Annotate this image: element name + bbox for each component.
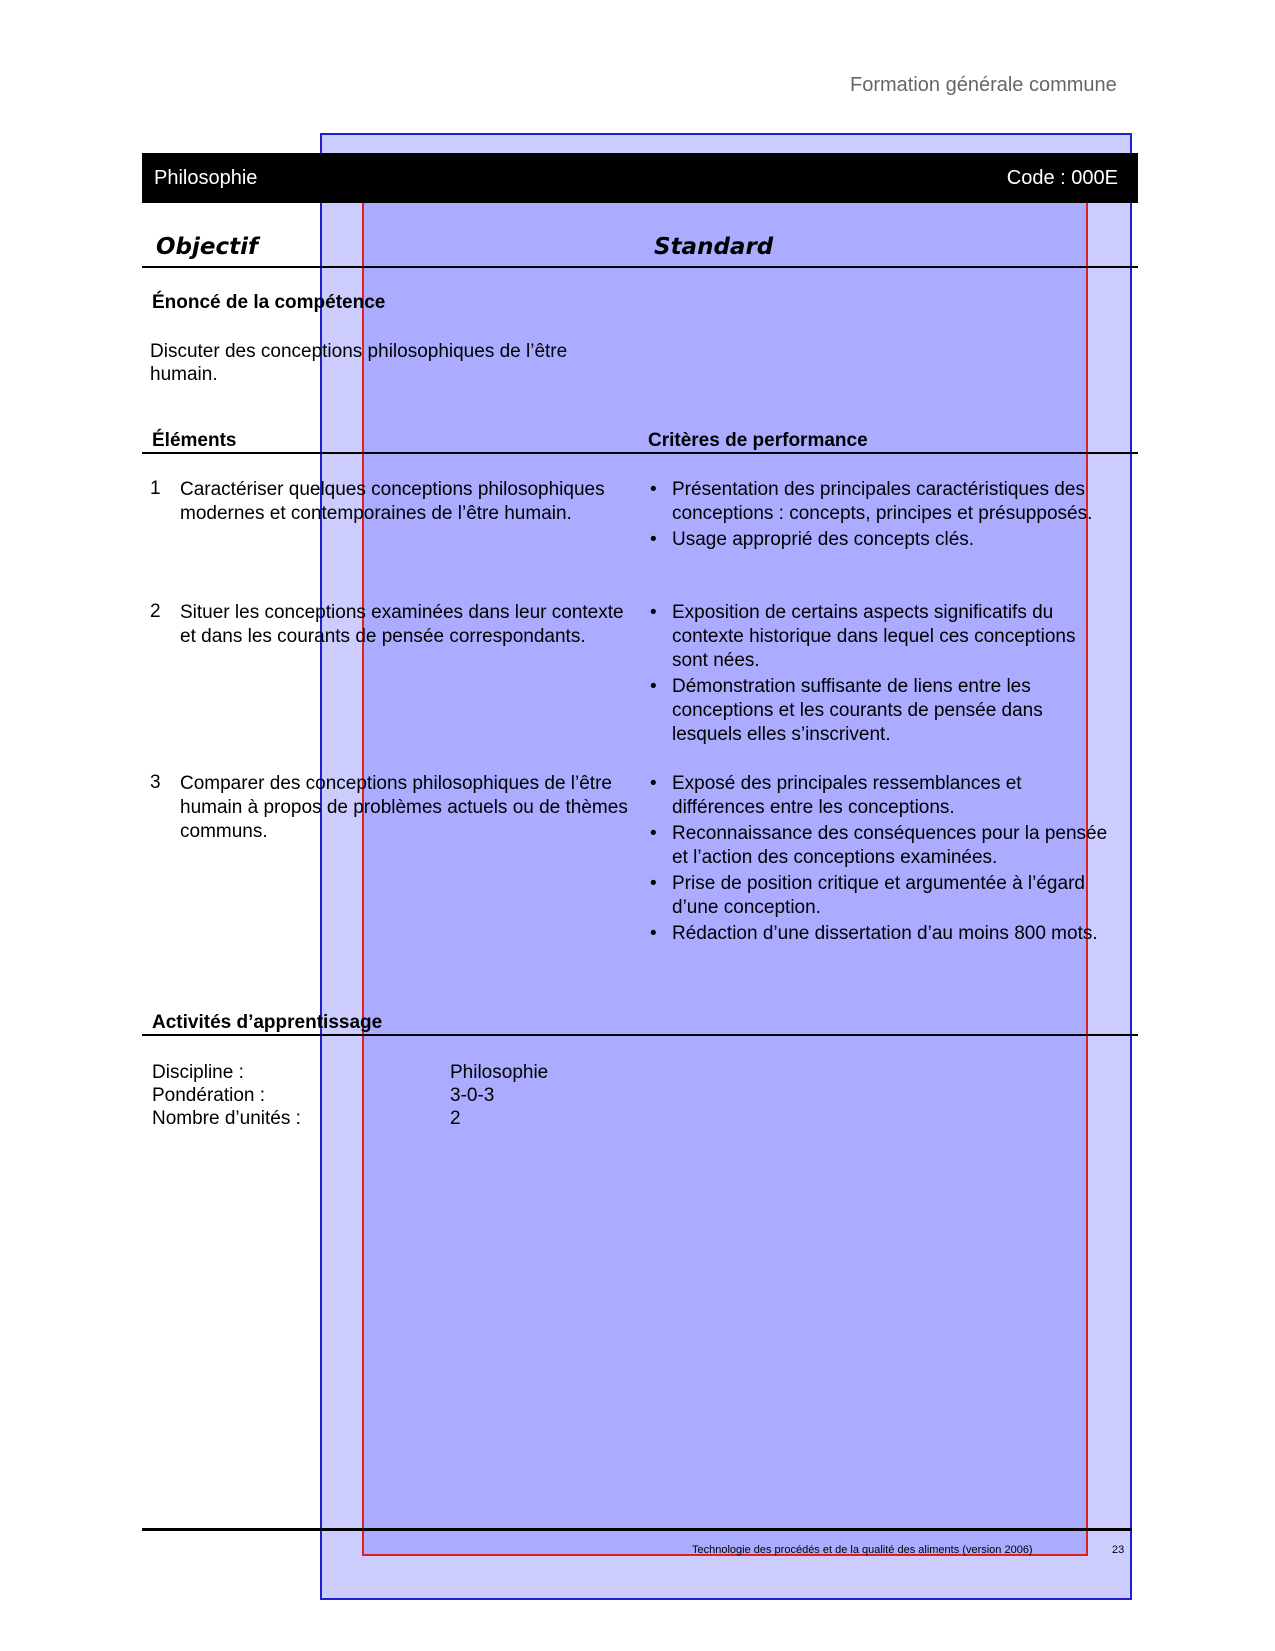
criterion-item: • Exposé des principales ressemblances et différences entre les conceptions. [650, 773, 1022, 818]
bullet-icon: • [650, 602, 657, 623]
bullet-icon: • [650, 479, 657, 500]
activities-table [152, 1062, 752, 1131]
activity-label: Nombre d’unités : [152, 1108, 301, 1129]
element-text: Comparer des conceptions philosophiques de l’être humain à propos de problèmes actuels ou de thèmes communs. [180, 773, 628, 842]
objective-heading: Objectif [156, 234, 259, 260]
standard-heading: Standard [654, 234, 774, 260]
criterion-item: • Prise de position critique et argumentée à l’égard d’une conception. [650, 873, 1085, 918]
course-title-bar [142, 153, 1138, 203]
criterion-item: • Exposition de certains aspects significatifs du contexte historique dans lequel ces conceptions sont nées. [650, 602, 1076, 671]
element-text: Situer les conceptions examinées dans leur contexte et dans les courants de pensée correspondants. [180, 602, 624, 647]
footer-text: Technologie des procédés et de la qualité des aliments (version 2006) [692, 1544, 1033, 1556]
divider [142, 1034, 1138, 1036]
criteria-list [650, 601, 1110, 749]
bullet-icon: • [650, 529, 657, 550]
bullet-icon: • [650, 676, 657, 697]
criteria-list [650, 478, 1110, 554]
element-number: 3 [150, 772, 161, 793]
competence-heading: Énoncé de la compétence [152, 292, 386, 313]
activity-row [152, 1062, 752, 1085]
activity-value: Philosophie [450, 1062, 549, 1083]
course-code: Code : 000E [1006, 167, 1118, 189]
activity-value: 2 [450, 1108, 461, 1129]
activity-value: 3-0-3 [450, 1085, 495, 1106]
elements-heading: Éléments [152, 430, 237, 451]
bullet-icon: • [650, 823, 657, 844]
criteria-list [650, 772, 1110, 948]
activity-label: Discipline : [152, 1062, 244, 1083]
divider [142, 452, 1138, 454]
activity-row [152, 1085, 752, 1108]
bullet-icon: • [650, 923, 657, 944]
course-name: Philosophie [154, 167, 258, 189]
element-number: 1 [150, 478, 161, 499]
criterion-item: • Reconnaissance des conséquences pour la pensée et l’action des conceptions examinées. [650, 823, 1108, 868]
competence-text: Discuter des conceptions philosophiques de l’être humain. [150, 341, 568, 385]
criteria-heading: Critères de performance [648, 430, 868, 451]
criterion-item: • Présentation des principales caractéristiques des conceptions : concepts, principes et présupposés. [650, 479, 1093, 524]
criterion-item: • Rédaction d’une dissertation d’au moins 800 mots. [650, 923, 1098, 944]
footer-divider [142, 1528, 1132, 1531]
activity-row [152, 1108, 752, 1131]
element-text: Caractériser quelques conceptions philosophiques modernes et contemporaines de l’être humain. [180, 479, 605, 524]
criterion-item: • Usage approprié des concepts clés. [650, 529, 975, 550]
divider [142, 266, 1138, 268]
criterion-item: • Démonstration suffisante de liens entre les conceptions et les courants de pensée dans lesquels elles s’inscrivent. [650, 676, 1043, 745]
bullet-icon: • [650, 773, 657, 794]
program-tagline: Formation générale commune [850, 74, 1117, 96]
element-number: 2 [150, 601, 161, 622]
activity-label: Pondération : [152, 1085, 266, 1106]
activities-heading: Activités d’apprentissage [152, 1012, 383, 1033]
bullet-icon: • [650, 873, 657, 894]
page-number: 23 [1112, 1544, 1125, 1556]
